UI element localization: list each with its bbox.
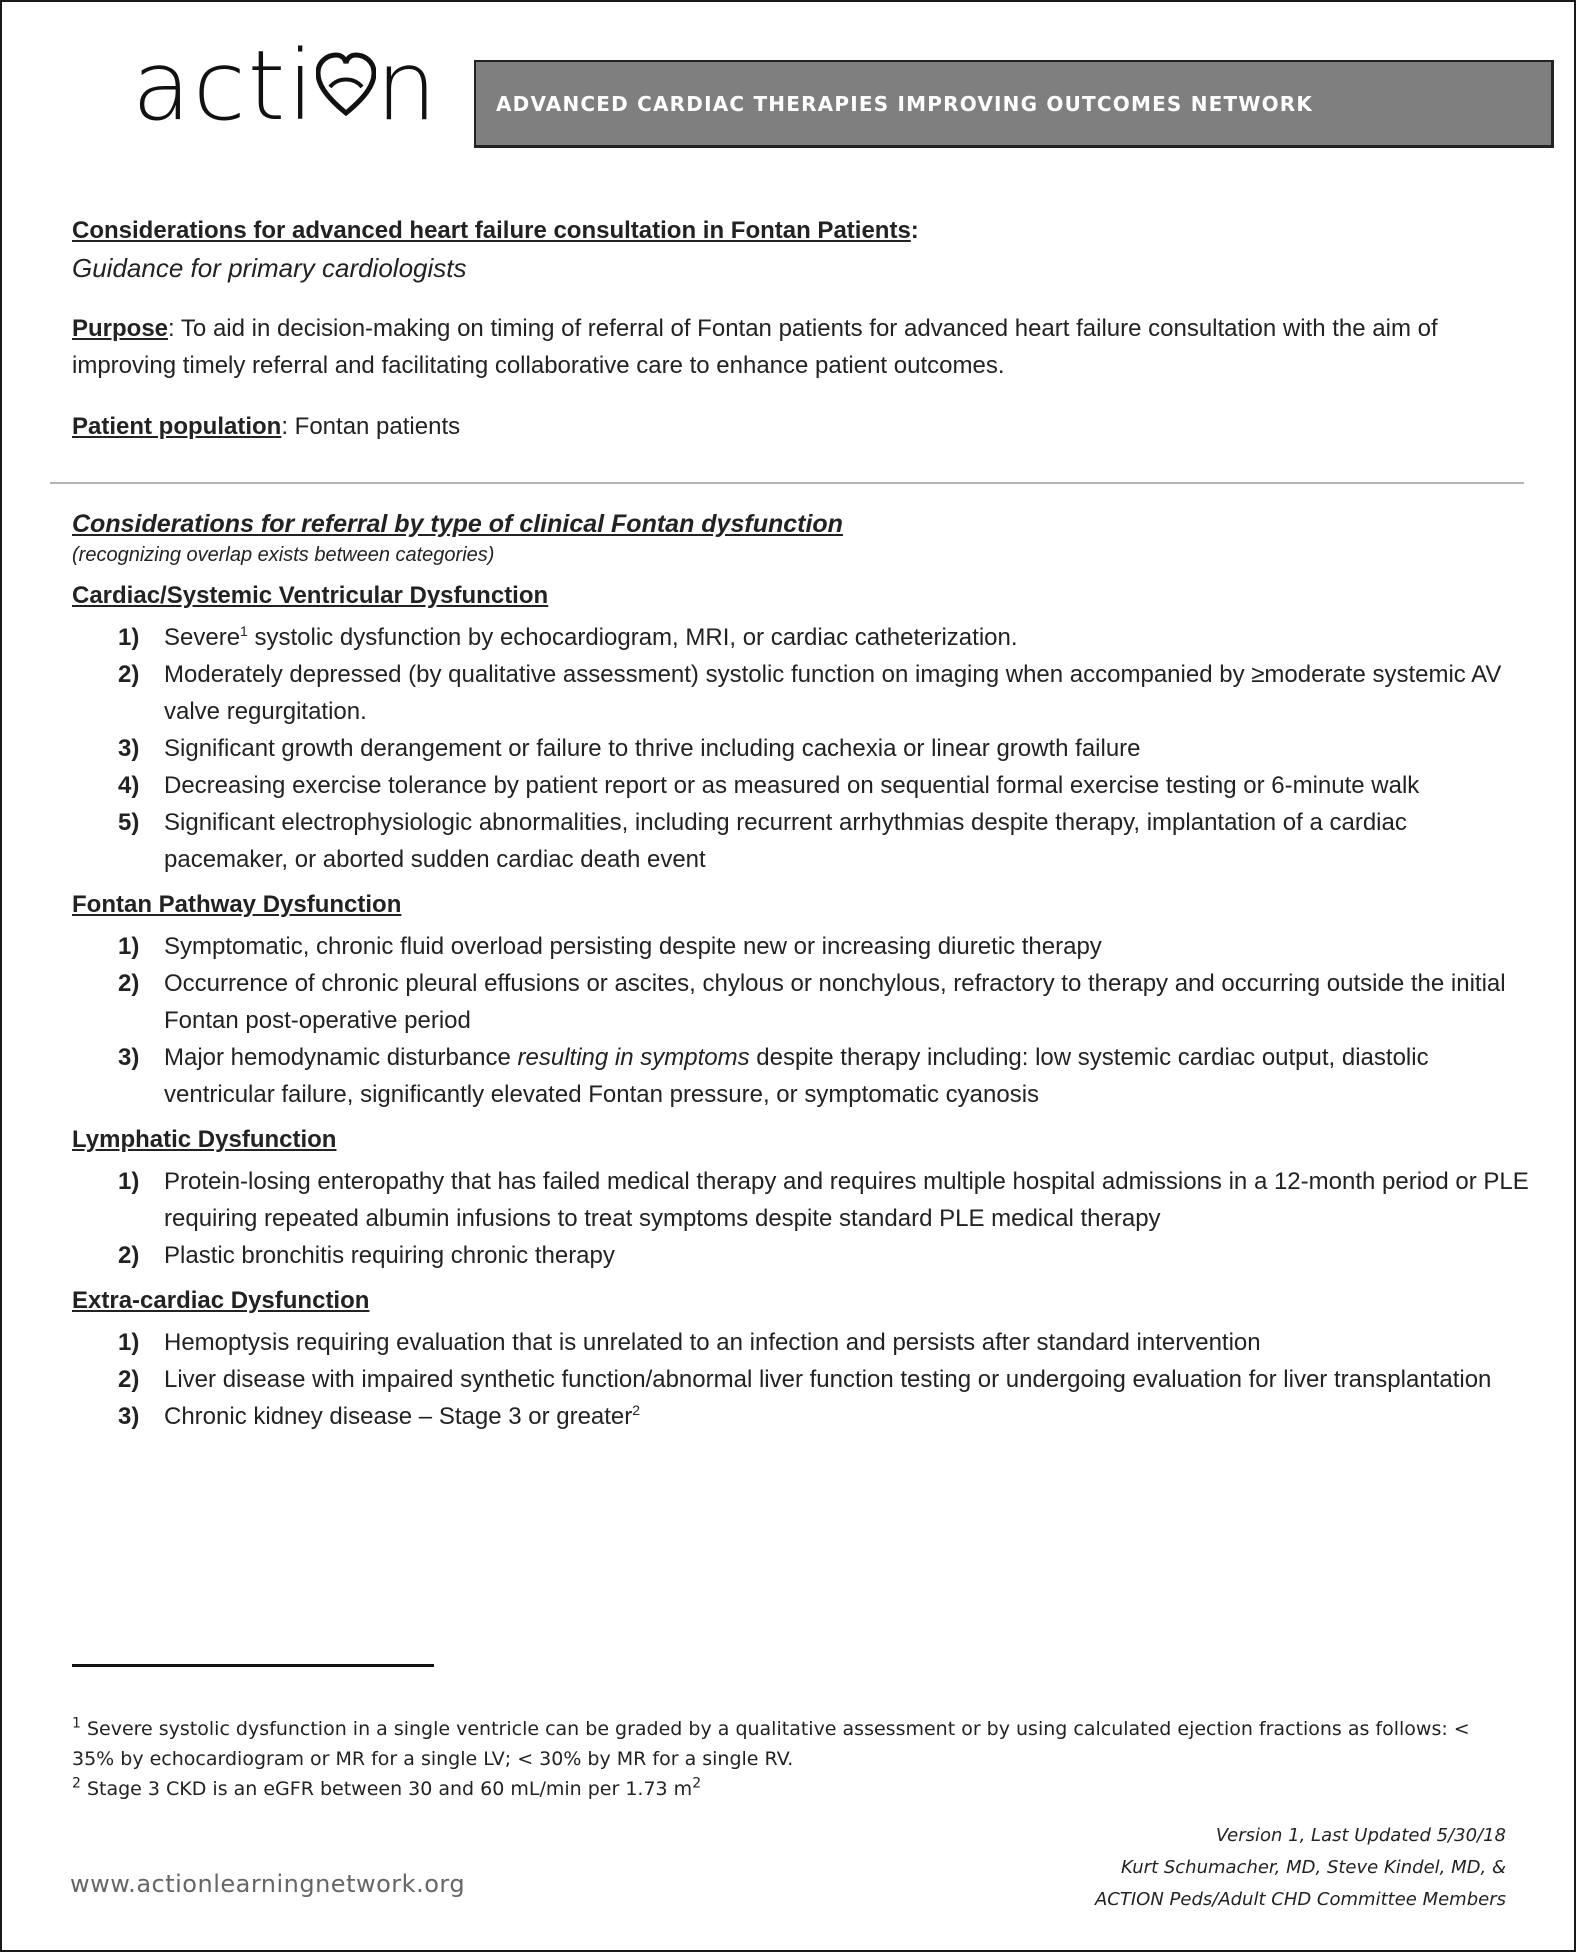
website-link[interactable]: www.actionlearningnetwork.org xyxy=(70,1870,466,1898)
footnote-2 xyxy=(72,1774,1512,1804)
list-item xyxy=(72,1361,1532,1398)
lymphatic-heading: Lymphatic Dysfunction xyxy=(72,1126,337,1153)
footnote-2-text: Stage 3 CKD is an eGFR between 30 and 60 mL/min per 1.73 m xyxy=(80,1778,693,1800)
list-item xyxy=(72,730,1532,767)
document-title-text: Considerations for advanced heart failure consultation in Fontan Patients xyxy=(72,217,911,244)
footnotes xyxy=(72,1714,1512,1804)
cardiac-heading: Cardiac/Systemic Ventricular Dysfunction xyxy=(72,582,549,609)
list-item-text: Decreasing exercise tolerance by patient report or as measured on sequential formal exercise testing or 6-minute walk xyxy=(164,772,1420,799)
list-item xyxy=(72,1324,1532,1361)
list-item xyxy=(72,767,1532,804)
footnote-reference: 1 xyxy=(240,623,248,639)
list-item-text: Major hemodynamic disturbance xyxy=(164,1044,518,1071)
cardiac-list xyxy=(72,619,1532,878)
list-item-text: Symptomatic, chronic fluid overload persisting despite new or increasing diuretic therapy xyxy=(164,933,1102,960)
lymphatic-list xyxy=(72,1163,1532,1274)
fontan-list xyxy=(72,928,1532,1113)
list-item-number: 3) xyxy=(118,1403,140,1430)
list-item-text: Severe xyxy=(164,624,241,651)
extra-cardiac-heading: Extra-cardiac Dysfunction xyxy=(72,1287,370,1314)
footnote-rule xyxy=(72,1664,434,1667)
list-item-text: Liver disease with impaired synthetic function/abnormal liver function testing or undergoing evaluation for liver transplantation xyxy=(164,1366,1492,1393)
list-item-text: Chronic kidney disease – Stage 3 or greater xyxy=(164,1403,633,1430)
list-item-number: 2) xyxy=(118,661,140,688)
list-item xyxy=(72,619,1532,656)
list-item-emphasis: resulting in symptoms xyxy=(517,1044,750,1071)
list-item xyxy=(72,656,1532,730)
list-item xyxy=(72,1398,1532,1435)
list-item-text-cont: despite therapy including: low systemic cardiac output, diastolic ventricular failure, significantly elevated Fontan pressure, or symptomatic cyanosis xyxy=(164,1044,1429,1108)
logo-text-right: n xyxy=(375,30,439,142)
section-note: (recognizing overlap exists between categories) xyxy=(72,544,495,566)
purpose-paragraph xyxy=(72,310,1532,384)
committee-text: ACTION Peds/Adult CHD Committee Members xyxy=(1094,1889,1506,1910)
purpose-label: Purpose xyxy=(72,315,169,342)
document-subtitle: Guidance for primary cardiologists xyxy=(72,253,467,283)
list-item-text: Protein-losing enteropathy that has failed medical therapy and requires multiple hospital admissions in a 12-month period or PLE requiring repeated albumin infusions to treat symptoms despite standard PLE medical therapy xyxy=(164,1168,1529,1232)
title-colon: : xyxy=(910,217,919,244)
authors-text: Kurt Schumacher, MD, Steve Kindel, MD, & xyxy=(1120,1857,1506,1878)
footnote-1-mark: 1 xyxy=(72,1715,81,1732)
version-block xyxy=(1095,1820,1506,1916)
footnote-reference: 2 xyxy=(632,1402,641,1418)
list-item xyxy=(72,1039,1532,1113)
footnote-1 xyxy=(72,1714,1512,1774)
population-label: Patient population xyxy=(72,413,282,440)
list-item-number: 1) xyxy=(118,1168,140,1195)
action-logo xyxy=(132,30,439,142)
list-item xyxy=(72,1237,1532,1274)
list-item-number: 1) xyxy=(118,1329,140,1356)
section-title: Considerations for referral by type of clinical Fontan dysfunction xyxy=(72,510,843,538)
population-text: : Fontan patients xyxy=(281,413,461,440)
list-item-text: Significant growth derangement or failure to thrive including cachexia or linear growth failure xyxy=(164,735,1141,762)
list-item-text: Occurrence of chronic pleural effusions or ascites, chylous or nonchylous, refractory to therapy and occurring outside the initial Fontan post-operative period xyxy=(164,970,1506,1034)
list-item-number: 3) xyxy=(118,735,140,762)
heart-logo-icon xyxy=(316,38,376,134)
fontan-heading: Fontan Pathway Dysfunction xyxy=(72,891,402,918)
banner-text: ADVANCED CARDIAC THERAPIES IMPROVING OUTCOMES NETWORK xyxy=(496,91,1314,116)
list-item-number: 2) xyxy=(118,1242,140,1269)
list-item-number: 3) xyxy=(118,1044,140,1071)
list-item-text: Significant electrophysiologic abnormalities, including recurrent arrhythmias despite therapy, implantation of a cardiac pacemaker, or aborted sudden cardiac death event xyxy=(164,809,1407,873)
list-item xyxy=(72,928,1532,965)
extra-cardiac-list xyxy=(72,1324,1532,1435)
list-item-number: 2) xyxy=(118,970,140,997)
population-paragraph xyxy=(72,408,1532,445)
purpose-text: : To aid in decision-making on timing of referral of Fontan patients for advanced heart failure consultation with the aim of improving timely referral and facilitating collaborative care to enhance patient outcomes. xyxy=(72,315,1438,379)
logo-text-left: acti xyxy=(132,30,316,142)
footnote-1-text: Severe systolic dysfunction in a single ventricle can be graded by a qualitative assessment or by using calculated ejection fractions as follows: < 35% by echocardiogram or MR for a single LV; < 30% by MR for a single RV. xyxy=(72,1718,1470,1770)
list-item-text: Moderately depressed (by qualitative assessment) systolic function on imaging when accompanied by ≥moderate systemic AV valve regurgitation. xyxy=(164,661,1502,725)
list-item-text: Hemoptysis requiring evaluation that is unrelated to an infection and persists after standard intervention xyxy=(164,1329,1261,1356)
footnote-2-mark: 2 xyxy=(72,1775,81,1792)
version-text: Version 1, Last Updated 5/30/18 xyxy=(1215,1825,1506,1846)
header-banner xyxy=(474,60,1554,148)
list-item-number: 2) xyxy=(118,1366,140,1393)
list-item-text: Plastic bronchitis requiring chronic therapy xyxy=(164,1242,615,1269)
document-body xyxy=(72,214,1532,1443)
list-item-number: 1) xyxy=(118,933,140,960)
list-item xyxy=(72,804,1532,878)
section-divider xyxy=(50,482,1524,484)
list-item xyxy=(72,965,1532,1039)
list-item-number: 5) xyxy=(118,809,140,836)
list-item-number: 1) xyxy=(118,624,140,651)
footnote-2-sup: 2 xyxy=(692,1775,702,1792)
list-item-number: 4) xyxy=(118,772,140,799)
list-item xyxy=(72,1163,1532,1237)
list-item-text-cont: systolic dysfunction by echocardiogram, MRI, or cardiac catheterization. xyxy=(247,624,1018,651)
document-title xyxy=(72,214,1532,248)
